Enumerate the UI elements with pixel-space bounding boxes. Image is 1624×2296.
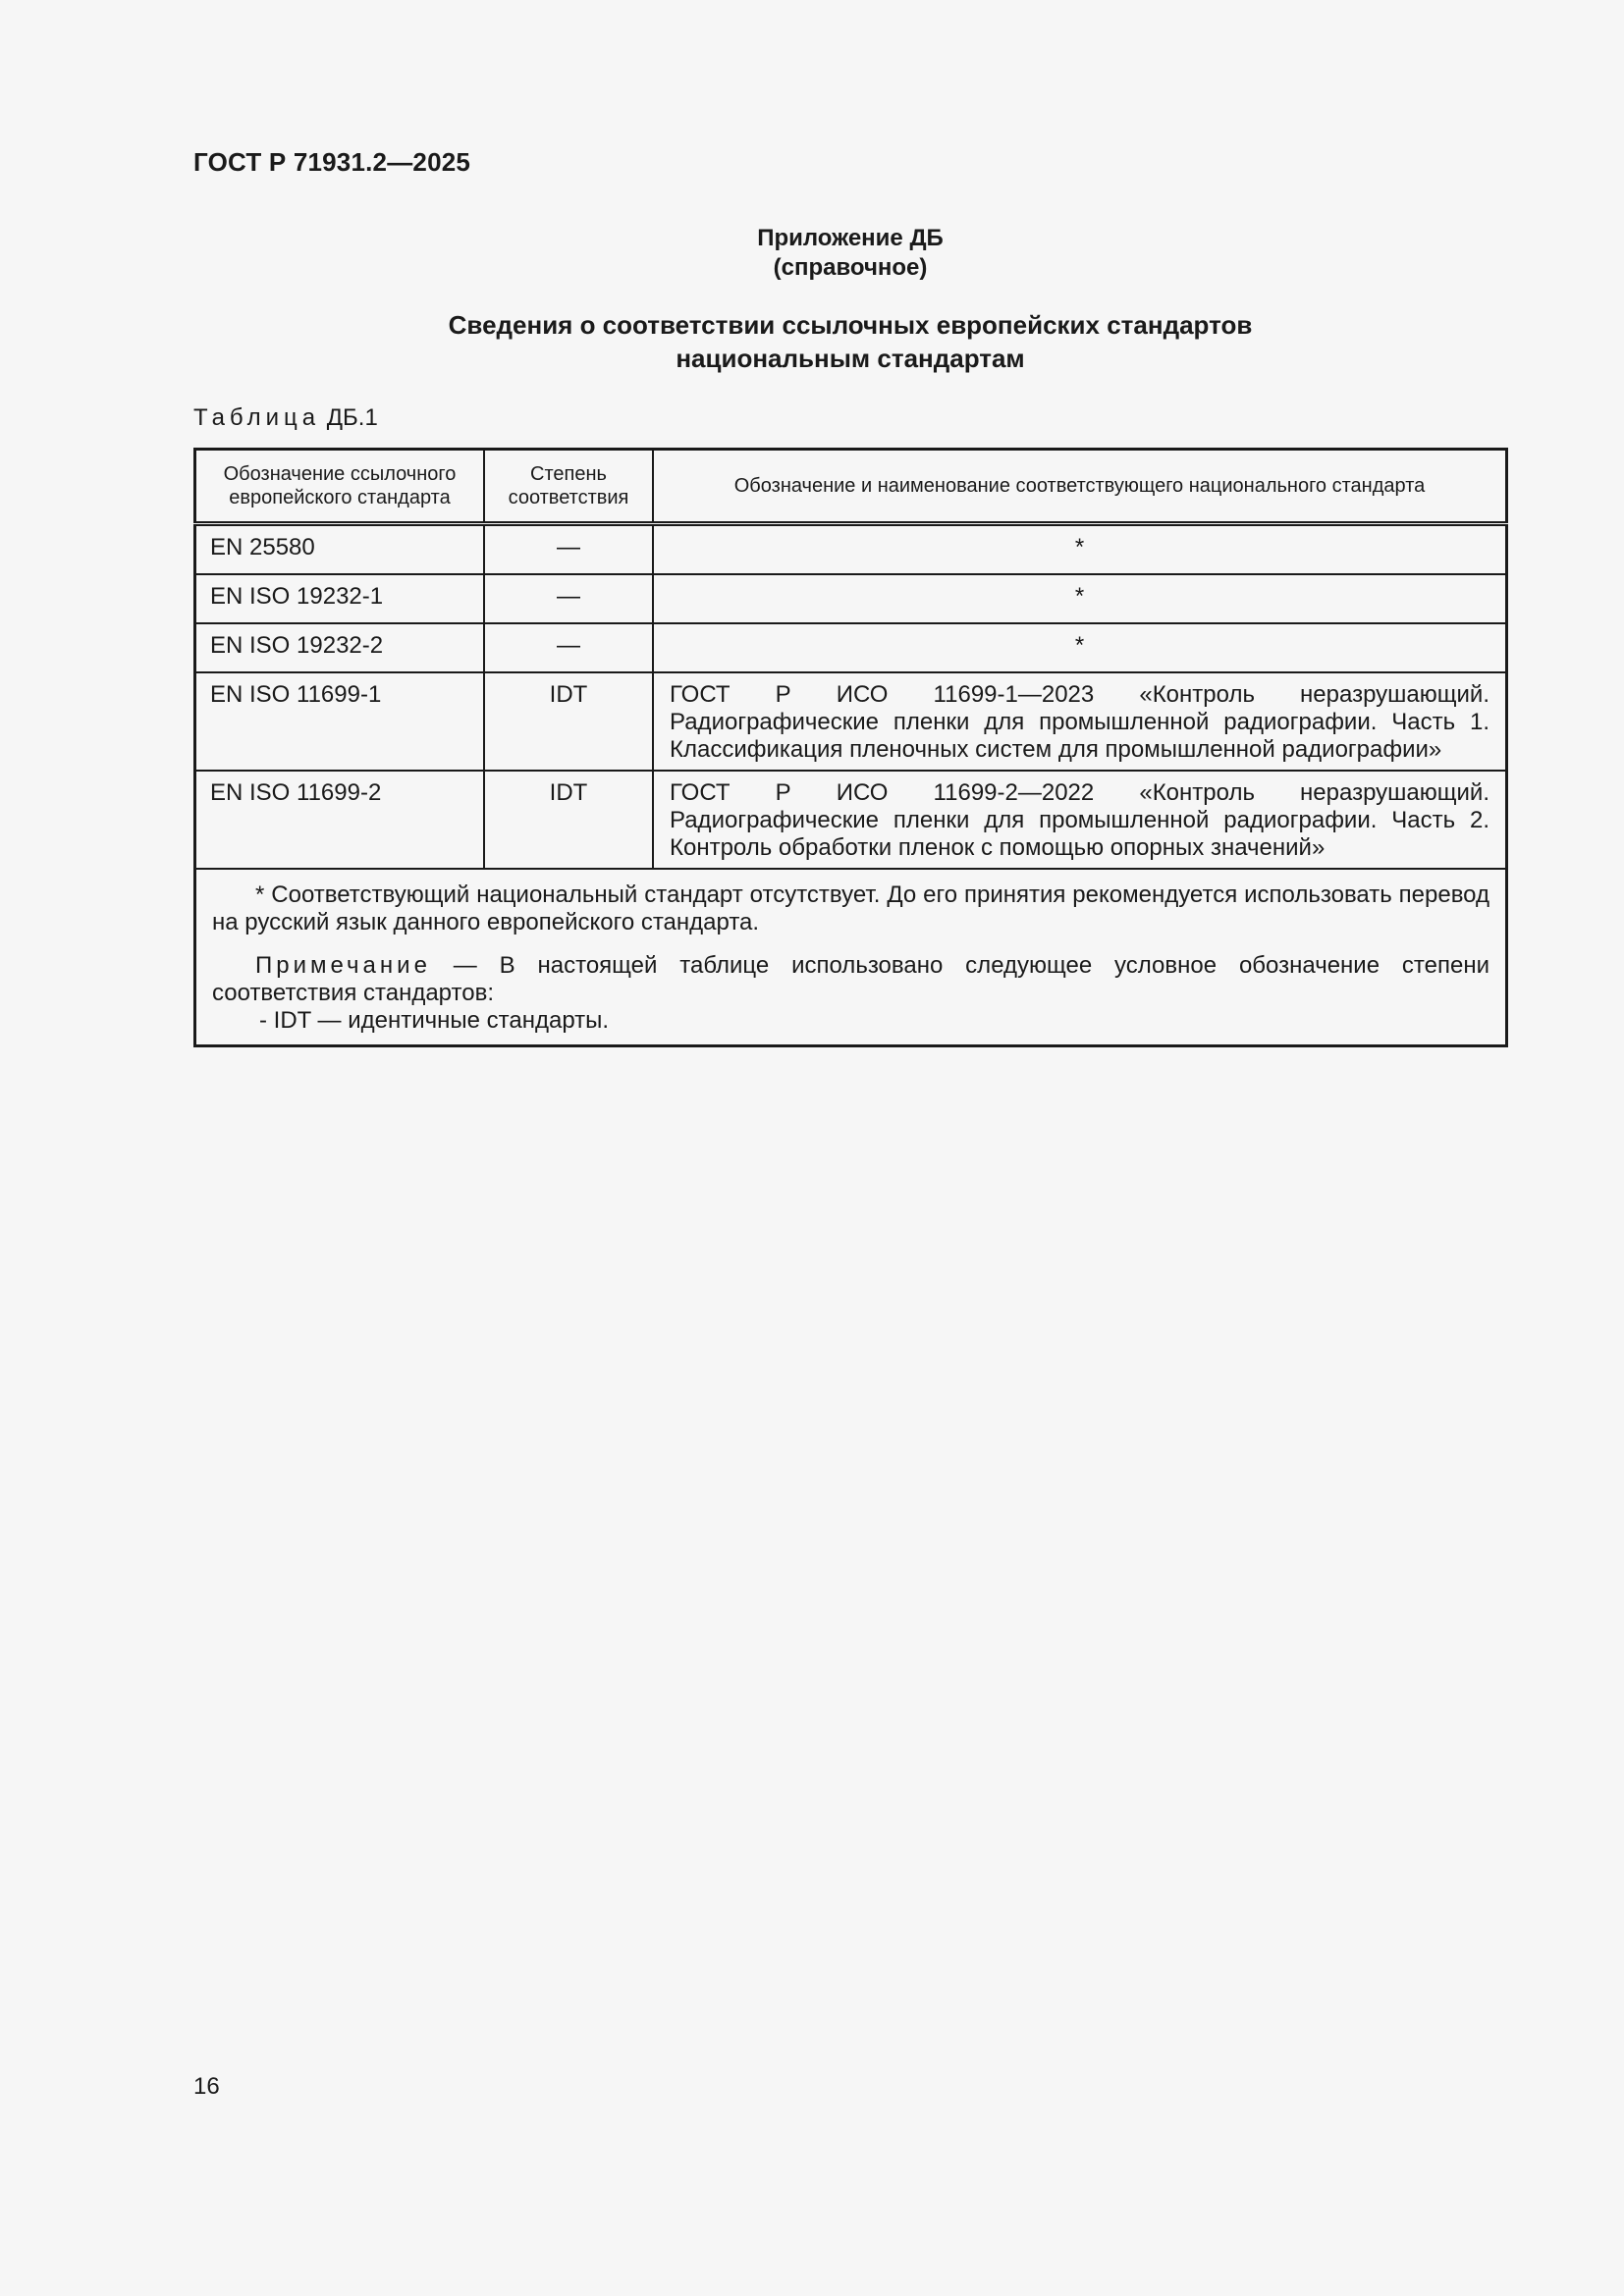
note-list-item: - IDT — идентичные стандарты. [259,1007,610,1034]
cell-degree: — [484,623,653,672]
table-row [195,524,1507,575]
table-caption-number: ДБ.1 [326,404,378,431]
header-degree [484,450,653,524]
table-caption-word: Таблица [193,404,321,431]
section-title-line-1: Сведения о соответствии ссылочных европейских стандартов [448,310,1253,340]
cell-designation: EN ISO 19232-1 [195,574,485,623]
table-row [195,672,1507,771]
header-national-standard: Обозначение и наименование соответствующего национального стандарта [653,450,1507,524]
page-number: 16 [193,2073,220,2100]
standards-table [193,448,1508,1047]
cell-degree: — [484,524,653,575]
header-degree-line-1: Степень [530,463,607,485]
cell-designation: EN ISO 19232-2 [195,623,485,672]
cell-national-standard: * [653,574,1507,623]
table-row [195,623,1507,672]
cell-designation: EN ISO 11699-1 [195,672,485,771]
cell-degree: — [484,574,653,623]
appendix-subtitle: (справочное) [773,254,928,281]
section-title-line-2: национальным стандартам [676,344,1025,373]
cell-national-standard: ГОСТ Р ИСО 11699-2—2022 «Контроль неразрушающий. Радиографические пленки для промышленной радиографии. Часть 2. Контроль обработки пленок с помощью опорных значений» [653,771,1507,869]
note-label: Примечание [255,952,431,979]
table-header-row [195,450,1507,524]
cell-degree: IDT [484,771,653,869]
table-row [195,574,1507,623]
header-designation [195,450,485,524]
cell-national-standard: * [653,524,1507,575]
header-degree-line-2: соответствия [508,487,629,508]
header-designation-line-1: Обозначение ссылочного [223,463,457,485]
appendix-title: Приложение ДБ [757,225,944,251]
section-title [193,308,1507,375]
table-footer [195,869,1507,1046]
cell-national-standard: * [653,623,1507,672]
table-footer-row [195,869,1507,1046]
cell-degree: IDT [484,672,653,771]
cell-designation: EN ISO 11699-2 [195,771,485,869]
note-text: — В настоящей таблице использовано следующее условное обозначение степени соответствия стандартов: [212,952,1489,1006]
document-code: ГОСТ Р 71931.2—2025 [193,147,471,177]
table-row [195,771,1507,869]
table-note [212,952,1489,1007]
appendix-heading [193,224,1507,283]
table-footnote: * Соответствующий национальный стандарт отсутствует. До его принятия рекомендуется использовать перевод на русский язык данного европейского стандарта. [212,881,1489,935]
cell-national-standard: ГОСТ Р ИСО 11699-1—2023 «Контроль неразрушающий. Радиографические пленки для промышленной радиографии. Часть 1. Классификация пленочных систем для промышленной радиографии» [653,672,1507,771]
cell-designation: EN 25580 [195,524,485,575]
table-caption [193,404,378,432]
header-designation-line-2: европейского стандарта [229,487,451,508]
